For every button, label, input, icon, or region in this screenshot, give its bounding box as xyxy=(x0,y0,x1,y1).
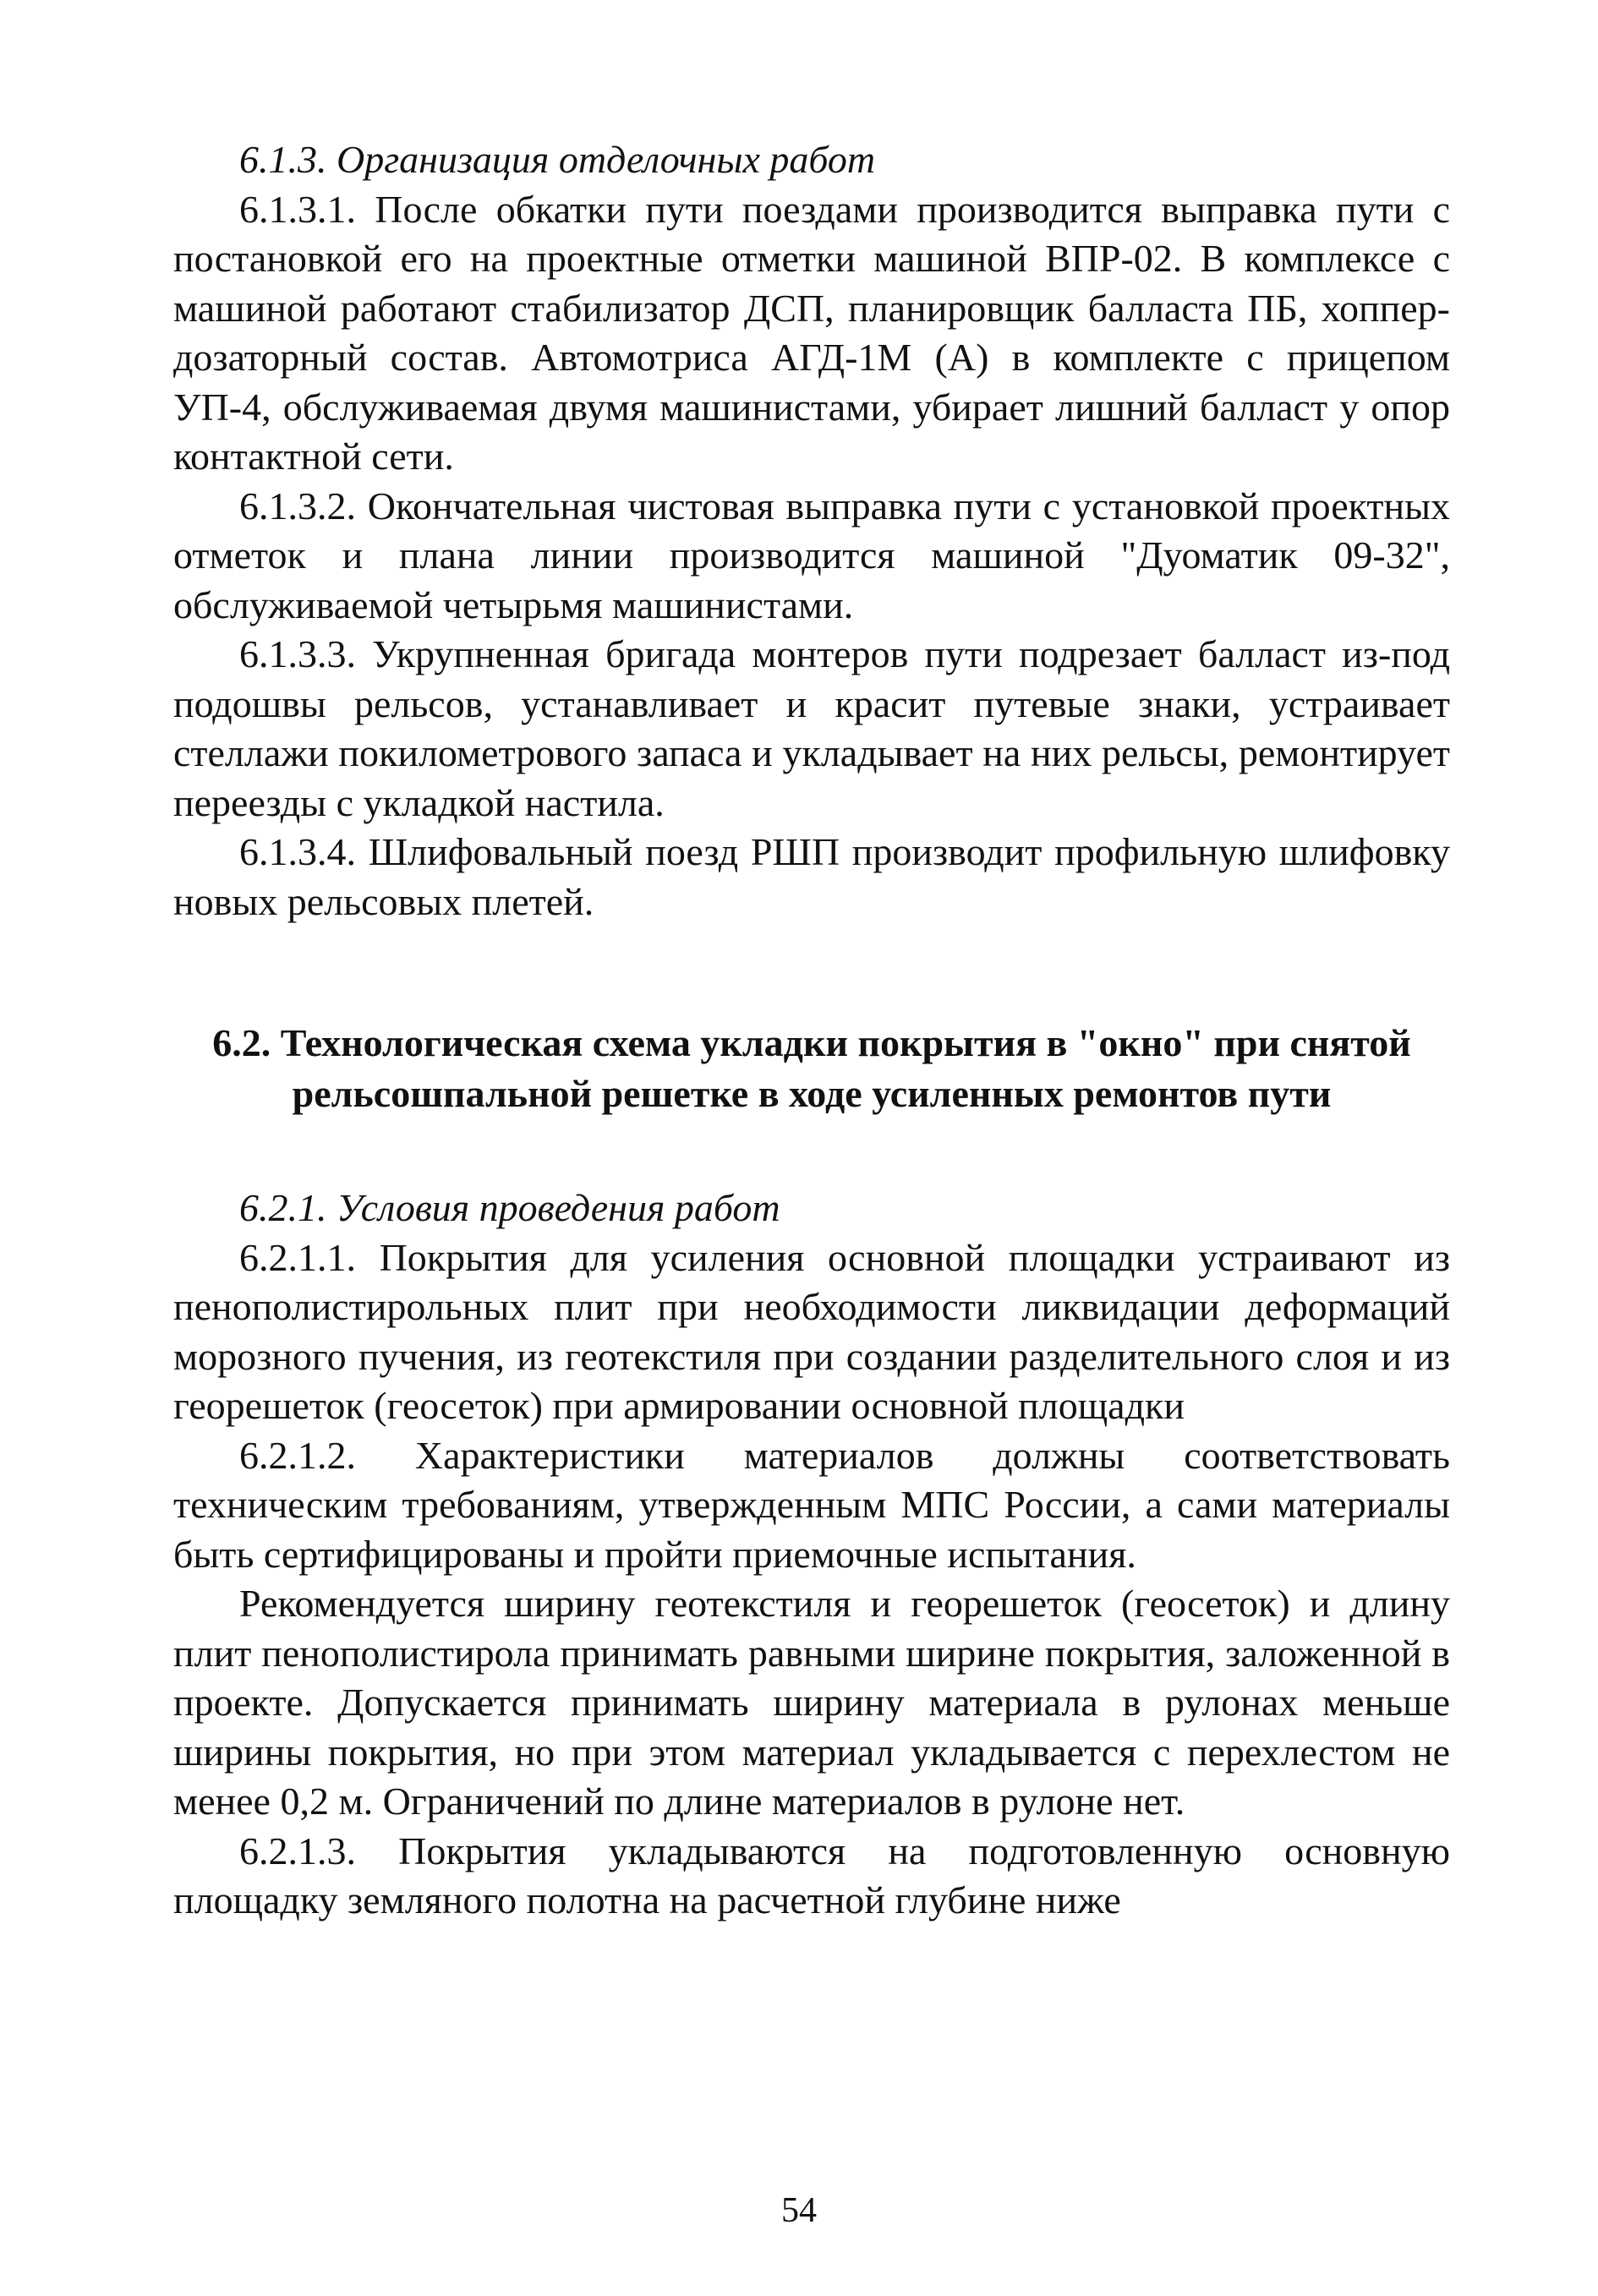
subsection-heading-6-1-3: 6.1.3. Организация отделочных работ xyxy=(239,138,876,181)
paragraph-6-2-1-2: 6.2.1.2. Характеристики материалов должны соответствовать техническим требованиям, утвержденным МПС России, а сами материалы быть сертифицированы и пройти приемочные испытания. xyxy=(173,1433,1450,1576)
subsection-heading-6-2-1: 6.2.1. Условия проведения работ xyxy=(239,1186,780,1229)
paragraph-recommendation: Рекомендуется ширину геотекстиля и георешеток (геосеток) и длину плит пенополистирола принимать равными ширине покрытия, заложенной в проекте. Допускается принимать ширину материала в рулонах меньше ширины покрытия, но при этом материал укладывается с перехлестом не менее 0,2 м. Ограничений по длине материалов в рулоне нет. xyxy=(173,1582,1450,1823)
paragraph-6-2-1-3: 6.2.1.3. Покрытия укладываются на подготовленную основную площадку земляного полотна на расчетной глубине ниже xyxy=(173,1829,1450,1922)
paragraph-6-1-3-4: 6.1.3.4. Шлифовальный поезд РШП производит профильную шлифовку новых рельсовых плетей. xyxy=(173,830,1450,923)
paragraph-6-2-1-1: 6.2.1.1. Покрытия для усиления основной площадки устраивают из пенополистирольных плит при необходимости ликвидации деформаций морозного пучения, из геотекстиля при создании разделительного слоя и из георешеток (геосеток) при армировании основной площадки xyxy=(173,1235,1450,1427)
page-content xyxy=(173,135,1450,1926)
paragraph-6-1-3-3: 6.1.3.3. Укрупненная бригада монтеров пути подрезает балласт из-под подошвы рельсов, устанавливает и красит путевые знаки, устраивает стеллажи покилометрового запаса и укладывает на них рельсы, ремонтирует переезды с укладкой настила. xyxy=(173,632,1450,824)
paragraph-6-1-3-1: 6.1.3.1. После обкатки пути поездами производится выправка пути с постановкой его на проектные отметки машиной ВПР-02. В комплексе с машиной работают стабилизатор ДСП, планировщик балласта ПБ, хоппер-дозаторный состав. Автомотриса АГД-1М (А) в комплекте с прицепом УП-4, обслуживаемая двумя машинистами, убирает лишний балласт у опор контактной сети. xyxy=(173,187,1450,478)
paragraph-6-1-3-2: 6.1.3.2. Окончательная чистовая выправка пути с установкой проектных отметок и плана линии производится машиной "Дуоматик 09-32", обслуживаемой четырьмя машинистами. xyxy=(173,484,1450,626)
section-title-6-2: 6.2. Технологическая схема укладки покрытия в "окно" при снятой рельсошпальной решетке в ходе усиленных ремонтов пути xyxy=(212,1021,1411,1115)
page-number: 54 xyxy=(781,2191,817,2230)
